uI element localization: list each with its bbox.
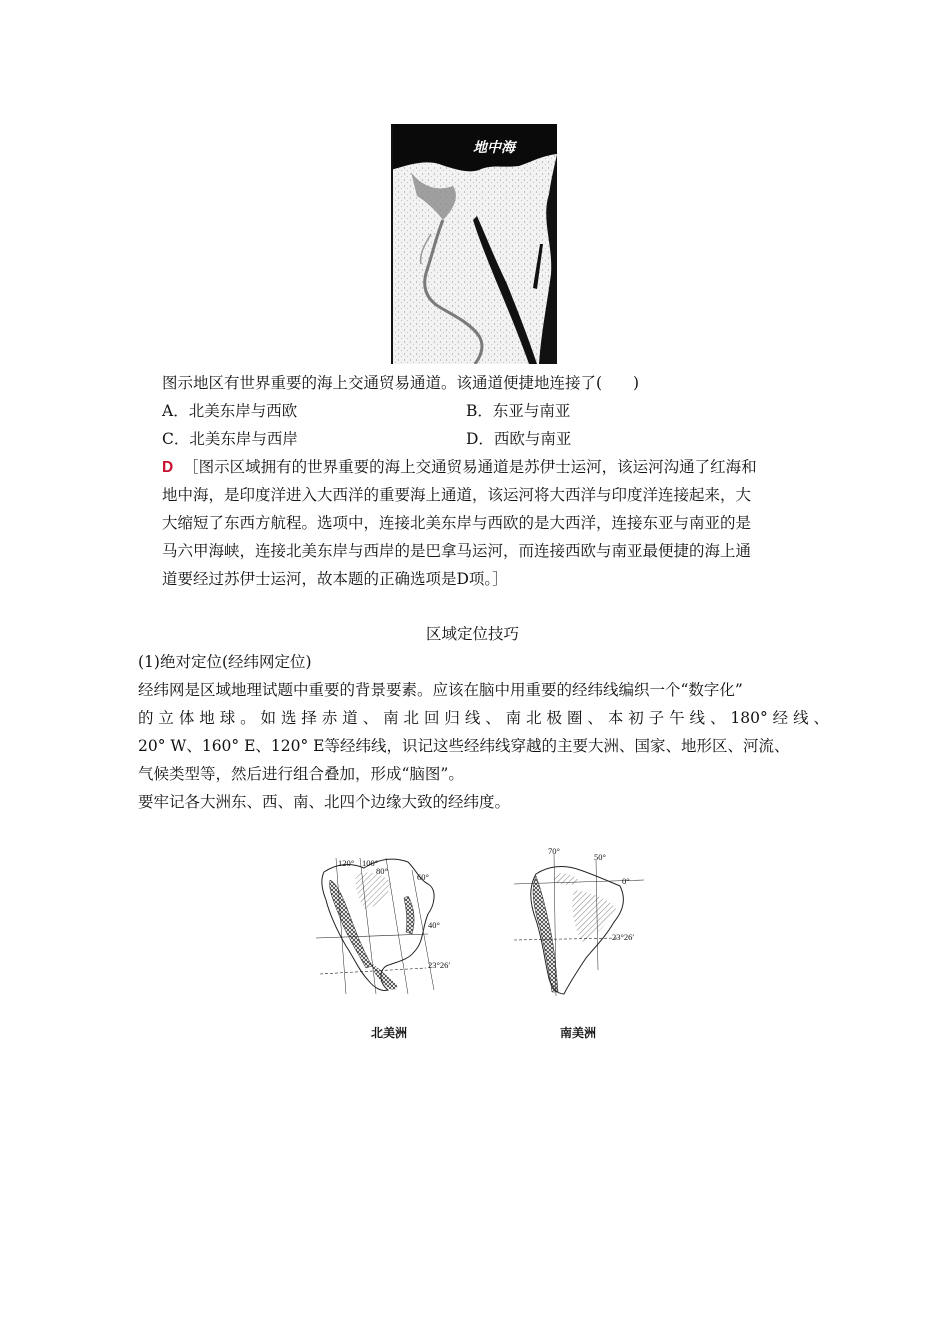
south-america-graphic xyxy=(514,846,654,998)
answer-line-5: 道要经过苏伊士运河，故本题的正确选项是D项。］ xyxy=(162,570,508,588)
option-c: C．北美东岸与西岸 xyxy=(162,430,298,448)
answer-line-1 xyxy=(162,456,757,479)
north-america-map xyxy=(316,850,456,995)
question-stem: 图示地区有世界重要的海上交通贸易通道。该通道便捷地连接了( ) xyxy=(162,374,640,392)
south-america-map xyxy=(514,846,654,998)
suez-region-map xyxy=(391,124,557,364)
sa-label-70: 70° xyxy=(548,846,560,856)
option-d: D．西欧与南亚 xyxy=(466,430,572,448)
option-b: B．东亚与南亚 xyxy=(466,402,571,420)
suez-map-graphic xyxy=(391,124,557,364)
answer-line-2: 地中海，是印度洋进入大西洋的重要海上通道，该运河将大西洋与印度洋连接起来，大 xyxy=(162,486,752,504)
paragraph-line-3: 20° W、160° E、120° E等经纬线，识记这些经纬线穿越的主要大洲、国家、地形区、河流、 xyxy=(138,737,790,755)
na-label-40: 40° xyxy=(428,920,440,930)
south-america-caption: 南美洲 xyxy=(560,1026,597,1040)
na-label-60: 60° xyxy=(417,872,429,882)
section-subtitle: (1)绝对定位(经纬网定位) xyxy=(138,653,312,671)
na-label-tropic: 23°26′ xyxy=(428,960,451,970)
section-note: 要牢记各大洲东、西、南、北四个边缘大致的经纬度。 xyxy=(138,793,511,811)
answer-line-4: 马六甲海峡，连接北美东岸与西岸的是巴拿马运河，而连接西欧与南亚最便捷的海上通 xyxy=(162,542,752,560)
sa-label-50: 50° xyxy=(594,852,606,862)
paragraph-line-2: 的 立 体 地 球 。 如 选 择 赤 道 、 南 北 回 归 线 、 南 北 极 圈 、 本 初 子 午 线 、 180° 经 线 、 xyxy=(138,709,830,727)
paragraph-line-1: 经纬网是区域地理试题中重要的背景要素。应该在脑中用重要的经纬线编织一个“数字化” xyxy=(138,681,743,699)
mediterranean-label: 地中海 xyxy=(473,140,515,156)
sa-label-equator: 0° xyxy=(622,876,630,886)
paragraph-line-4: 气候类型等，然后进行组合叠加，形成“脑图”。 xyxy=(138,765,464,783)
section-title: 区域定位技巧 xyxy=(426,625,520,643)
na-label-120: 120° xyxy=(338,858,355,868)
answer-line-3: 大缩短了东西方航程。选项中，连接北美东岸与西欧的是大西洋，连接东亚与南亚的是 xyxy=(162,514,752,532)
answer-letter: D xyxy=(162,459,174,476)
answer-text-1: ［图示区域拥有的世界重要的海上交通贸易通道是苏伊士运河，该运河沟通了红海和 xyxy=(183,458,757,476)
na-label-80: 80° xyxy=(376,866,388,876)
sa-label-tropic: 23°26′ xyxy=(612,932,635,942)
option-a: A．北美东岸与西欧 xyxy=(162,402,298,420)
na-label-100: 100° xyxy=(362,858,379,868)
north-america-caption: 北美洲 xyxy=(371,1026,408,1040)
